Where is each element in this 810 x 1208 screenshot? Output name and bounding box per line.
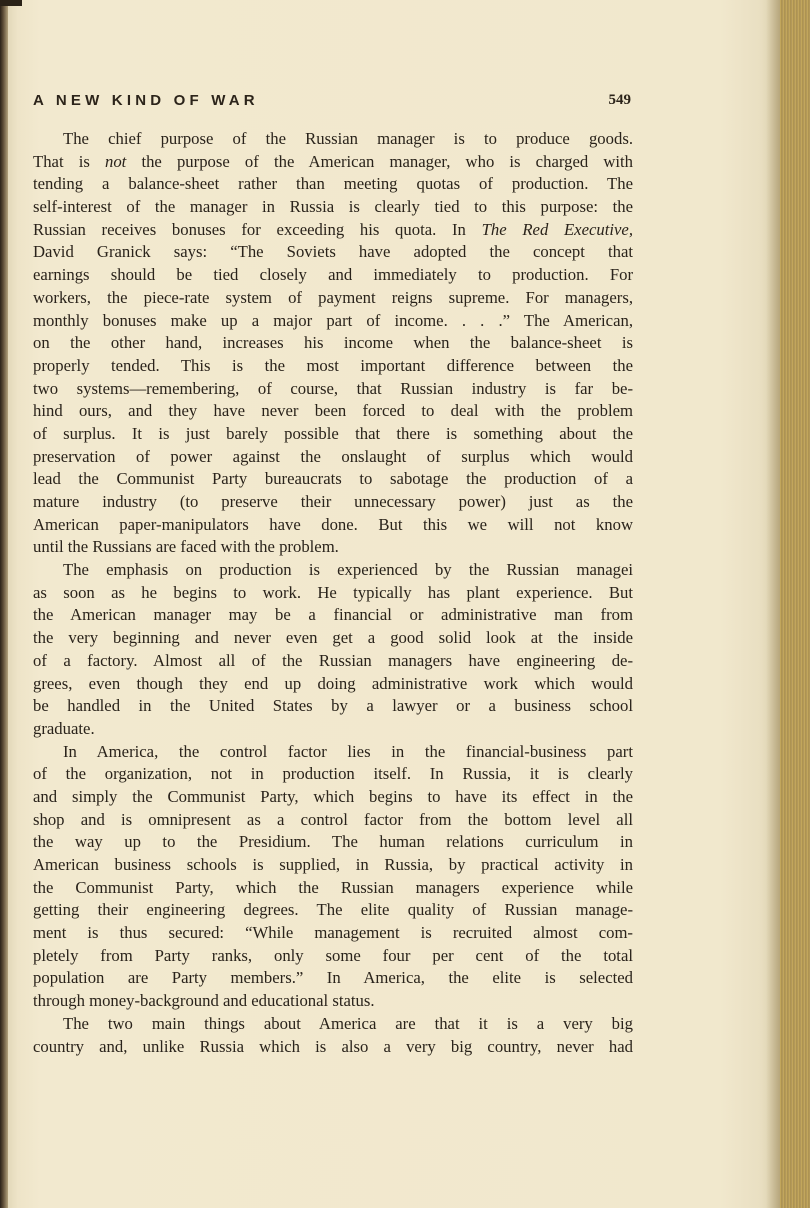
text-line: population are Party members.” In America, the elite is selected — [33, 968, 633, 988]
text-line: tending a balance-sheet rather than meeting quotas of production. The — [33, 174, 633, 194]
text-line: That is not the purpose of the American manager, who is charged with — [33, 151, 633, 171]
italic-text: not — [104, 151, 127, 171]
running-title: A NEW KIND OF WAR — [33, 92, 259, 109]
page-edge-shadow — [766, 0, 780, 1208]
text-line: be handled in the United States by a lawyer or a business school — [33, 696, 633, 716]
body-text — [33, 128, 633, 1058]
text-line: of the organization, not in production itself. In Russia, it is clearly — [33, 764, 633, 784]
text-line: The chief purpose of the Russian manager is to produce goods. — [63, 129, 633, 148]
binding-corner — [0, 0, 22, 6]
paragraph — [33, 559, 633, 741]
text-line: The emphasis on production is experienced by the Russian managei — [63, 560, 633, 580]
running-head — [33, 92, 631, 114]
text-line: David Granick says: “The Soviets have adopted the concept that — [33, 242, 633, 262]
text-line: two systems—remembering, of course, that Russian industry is far be- — [33, 378, 633, 398]
text-line: the Communist Party, which the Russian managers experience while — [33, 877, 633, 897]
text-line: until the Russians are faced with the problem. — [33, 537, 339, 557]
text-line: In America, the control factor lies in the financial-business part — [63, 741, 633, 761]
text-line: mature industry (to preserve their unnecessary power) just as the — [33, 492, 633, 511]
text-line: Russian receives bonuses for exceeding his quota. In The Red Executive, — [33, 219, 633, 239]
text-line: lead the Communist Party bureaucrats to sabotage the production of a — [33, 469, 633, 489]
text-line: the very beginning and never even get a good solid look at the inside — [33, 628, 633, 648]
text-line: American paper-manipulators have done. But this we will not know — [33, 514, 633, 534]
text-line: as soon as he begins to work. He typically has plant experience. But — [33, 582, 633, 602]
text-line: the way up to the Presidium. The human relations curriculum in — [33, 832, 633, 852]
text-line: preservation of power against the onslaught of surplus which would — [33, 446, 633, 466]
text-line: the American manager may be a financial or administrative man from — [33, 605, 633, 625]
text-line: through money-background and educational status. — [33, 991, 375, 1011]
binding-edge — [0, 0, 8, 1208]
text-line: of a factory. Almost all of the Russian managers have engineering de- — [33, 650, 633, 670]
text-line: grees, even though they end up doing administrative work which would — [33, 673, 633, 693]
text-line: ment is thus secured: “While management is recruited almost com- — [33, 923, 633, 943]
text-line: and simply the Communist Party, which begins to have its effect in the — [33, 786, 633, 806]
text-line: pletely from Party ranks, only some four per cent of the total — [33, 945, 633, 965]
paragraph — [33, 1013, 633, 1058]
text-line: American business schools is supplied, in Russia, by practical activity in — [33, 855, 633, 874]
text-line: monthly bonuses make up a major part of income. . . .” The American, — [33, 310, 633, 330]
text-line: workers, the piece-rate system of payment reigns supreme. For managers, — [33, 287, 633, 307]
page-stack-edge — [780, 0, 810, 1208]
text-line: properly tended. This is the most important difference between the — [33, 355, 633, 375]
text-line: of surplus. It is just barely possible that there is something about the — [33, 423, 633, 443]
text-line: shop and is omnipresent as a control factor from the bottom level all — [33, 809, 633, 829]
text-line: self-interest of the manager in Russia is clearly tied to this purpose: the — [33, 197, 633, 217]
text-line: country and, unlike Russia which is also a very big country, never had — [33, 1036, 633, 1056]
text-line: The two main things about America are that it is a very big — [63, 1013, 633, 1033]
paragraph — [33, 741, 633, 1013]
text-line: hind ours, and they have never been forced to deal with the problem — [33, 401, 633, 421]
page-number: 549 — [608, 92, 631, 108]
italic-text: The Red Executive, — [481, 219, 633, 239]
text-line: earnings should be tied closely and immediately to production. For — [33, 265, 633, 285]
text-line: getting their engineering degrees. The elite quality of Russian manage- — [33, 900, 633, 920]
paragraph — [33, 128, 633, 559]
text-line: on the other hand, increases his income when the balance-sheet is — [33, 333, 633, 353]
text-line: graduate. — [33, 718, 95, 738]
